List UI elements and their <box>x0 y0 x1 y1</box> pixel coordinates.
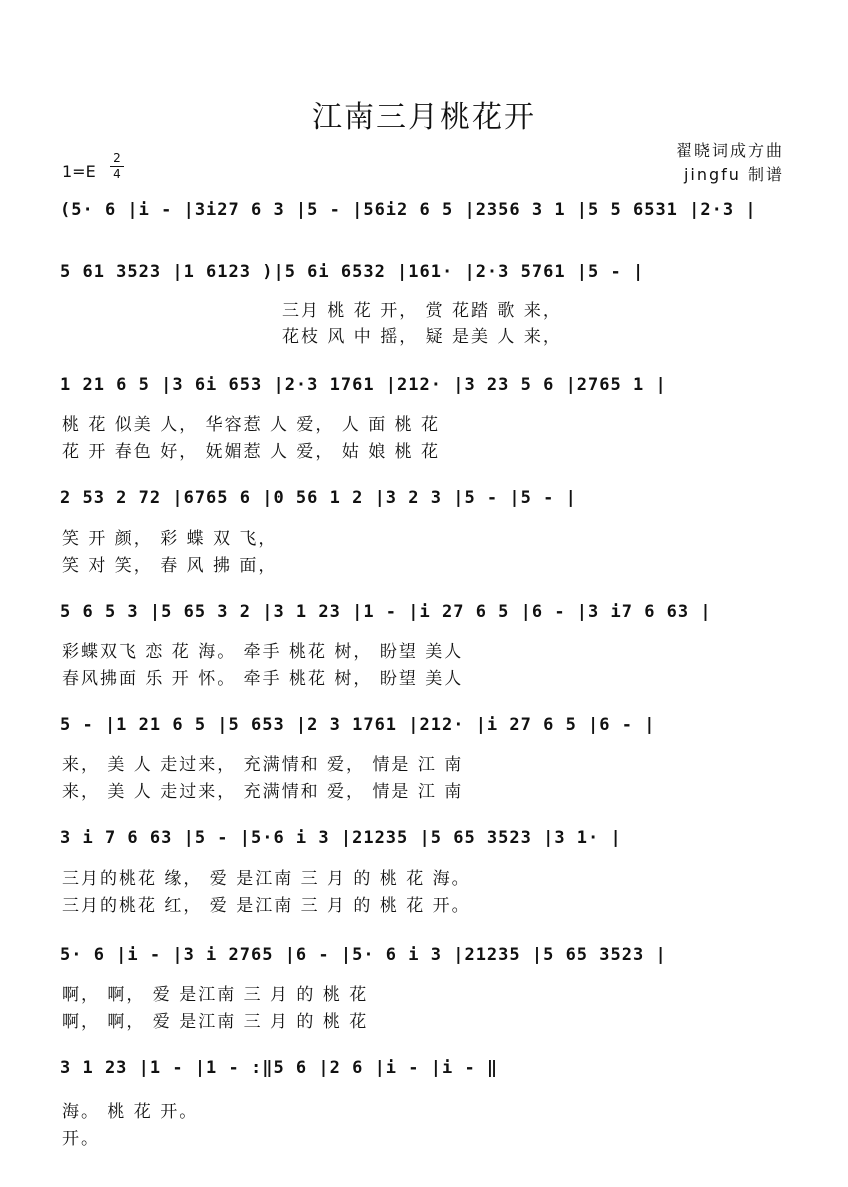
key-signature: 1=E <box>62 162 96 181</box>
page-title: 江南三月桃花开 <box>312 100 536 135</box>
lyric-line-6-verse-2: 来， 美 人 走过来， 充满情和 爱， 情是 江 南 <box>62 782 464 802</box>
notation-line-6: 5 - |1 21 6 5 |5 653 |2 3 1761 |212· |i 27 6 5 |6 - | <box>60 715 656 735</box>
time-signature-bottom: 4 <box>113 167 121 181</box>
lyric-line-8-verse-2: 啊， 啊， 爱 是江南 三 月 的 桃 花 <box>62 1012 369 1032</box>
composer-credit: 翟晓词成方曲 <box>675 141 784 160</box>
lyric-line-9-verse-1: 海。 桃 花 开。 <box>62 1102 199 1122</box>
time-signature-top: 2 <box>113 151 121 165</box>
notation-line-8: 5· 6 |i - |3 i 2765 |6 - |5· 6 i 3 |21235 |5 65 3523 | <box>60 945 667 965</box>
lyric-line-7-verse-1: 三月的桃花 缘， 爱 是江南 三 月 的 桃 花 海。 <box>62 869 471 889</box>
lyric-line-2-verse-1: 三月 桃 花 开， 赏 花踏 歌 来， <box>282 301 562 321</box>
lyric-line-3-verse-2: 花 开 春色 好， 妩媚惹 人 爱， 姑 娘 桃 花 <box>62 442 441 462</box>
lyric-line-2-verse-2: 花枝 风 中 摇， 疑 是美 人 来， <box>282 327 562 347</box>
lyric-line-4-verse-1: 笑 开 颜， 彩 蝶 双 飞， <box>62 529 278 549</box>
notation-line-9: 3 1 23 |1 - |1 - :‖5 6 |2 6 |i - |i - ‖ <box>60 1058 499 1078</box>
notation-line-3: 1 21 6 5 |3 6i 653 |2·3 1761 |212· |3 23 5 6 |2765 1 | <box>60 375 667 395</box>
notation-line-4: 2 53 2 72 |6765 6 |0 56 1 2 |3 2 3 |5 - |5 - | <box>60 488 577 508</box>
transcriber-credit: jingfu 制谱 <box>683 165 784 184</box>
lyric-line-9-verse-2: 开。 <box>62 1129 100 1149</box>
lyric-line-4-verse-2: 笑 对 笑， 春 风 拂 面， <box>62 556 278 576</box>
lyric-line-8-verse-1: 啊， 啊， 爱 是江南 三 月 的 桃 花 <box>62 985 369 1005</box>
time-signature <box>110 152 124 181</box>
lyric-line-3-verse-1: 桃 花 似美 人， 华容惹 人 爱， 人 面 桃 花 <box>62 415 441 435</box>
lyric-line-7-verse-2: 三月的桃花 红， 爱 是江南 三 月 的 桃 花 开。 <box>62 896 471 916</box>
lyric-line-5-verse-1: 彩蝶双飞 恋 花 海。 牵手 桃花 树， 盼望 美人 <box>62 642 464 662</box>
notation-line-5: 5 6 5 3 |5 65 3 2 |3 1 23 |1 - |i 27 6 5 |6 - |3 i7 6 63 | <box>60 602 712 622</box>
notation-line-2: 5 61 3523 |1 6123 )|5 6i 6532 |161· |2·3 5761 |5 - | <box>60 262 645 282</box>
notation-line-7: 3 i 7 6 63 |5 - |5·6 i 3 |21235 |5 65 3523 |3 1· | <box>60 828 622 848</box>
notation-line-1: (5· 6 |i - |3i27 6 3 |5 - |56i2 6 5 |2356 3 1 |5 5 6531 |2·3 | <box>60 200 757 220</box>
lyric-line-6-verse-1: 来， 美 人 走过来， 充满情和 爱， 情是 江 南 <box>62 755 464 775</box>
lyric-line-5-verse-2: 春风拂面 乐 开 怀。 牵手 桃花 树， 盼望 美人 <box>62 669 464 689</box>
